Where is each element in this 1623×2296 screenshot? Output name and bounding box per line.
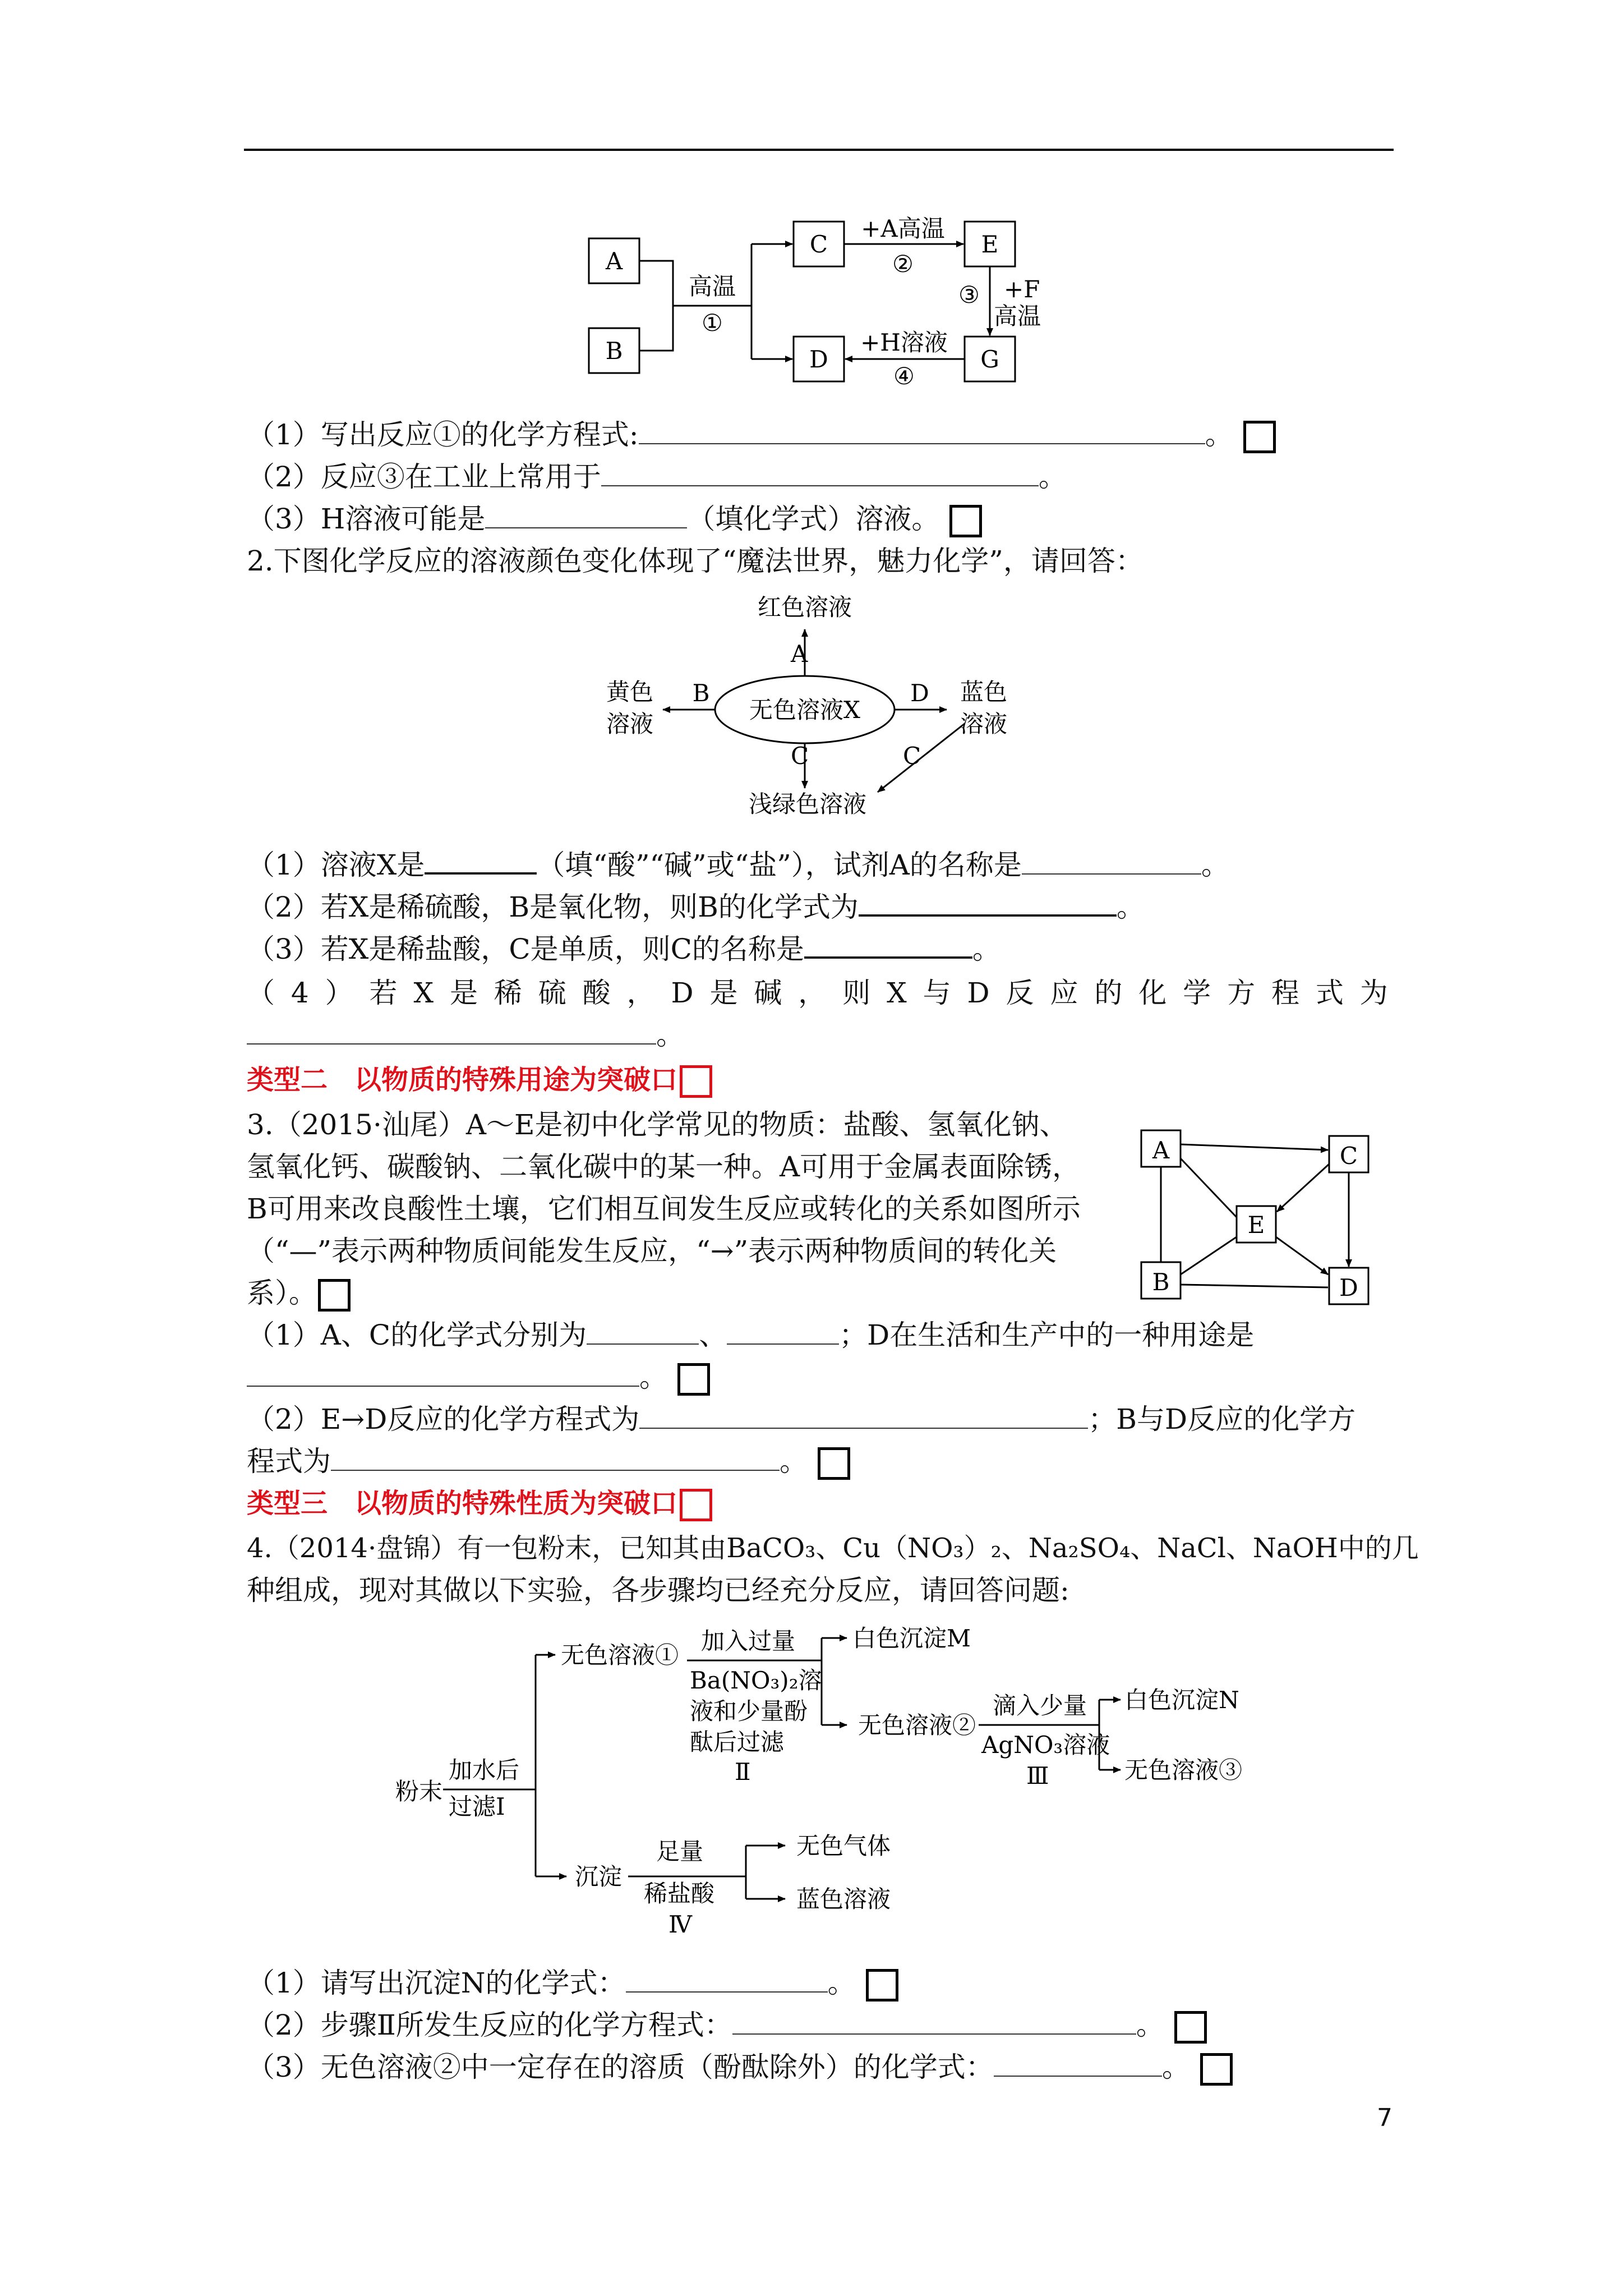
checkbox[interactable]	[1243, 421, 1276, 453]
top-label: 红色溶液	[757, 593, 852, 621]
q2-part4-char: 是	[449, 977, 478, 1009]
q2-part4-char: X	[887, 977, 907, 1009]
diagram-color-change	[0, 583, 1623, 830]
arrow-B: B	[692, 679, 710, 707]
label-pptN: 白色沉淀N	[1124, 1686, 1239, 1714]
checkbox[interactable]	[1174, 2011, 1207, 2044]
node-E-label: E	[1247, 1211, 1265, 1239]
q3-line3: B可用来改良酸性土壤，它们相互间发生反应或转化的关系如图所示	[247, 1193, 1081, 1225]
label-pptM: 白色沉淀M	[852, 1625, 971, 1652]
num-3: ③	[958, 281, 980, 309]
node-D-label: D	[1339, 1274, 1358, 1301]
cond-4: +H溶液	[860, 329, 948, 356]
q2-part2: （2）若X是稀硫酸，B是氧化物，则B的化学式为 。	[247, 886, 1145, 927]
q2-part4-char: 式	[1315, 977, 1344, 1009]
q2-part4-char: D	[967, 977, 990, 1009]
arrow-A: A	[791, 640, 808, 668]
q1-part1: （1）写出反应①的化学方程式: 。	[247, 415, 1276, 454]
answer-blank[interactable]	[626, 1963, 828, 1993]
label-sol3: 无色溶液③	[1124, 1756, 1243, 1784]
arrow-C2: C	[903, 742, 921, 770]
label-step2e: Ⅱ	[735, 1758, 751, 1786]
q3-part2-cont: 程式为 。	[247, 1442, 850, 1481]
q4-line1: 4.（2014·盘锦）有一包粉末，已知其由BaCO₃、Cu（NO₃）₂、Na₂SO₄、NaCl、NaOH中的几	[247, 1533, 1419, 1564]
right-label-1: 蓝色	[960, 678, 1008, 706]
node-C-label: C	[809, 231, 828, 258]
checkbox[interactable]	[949, 505, 982, 537]
label-step3b: AgNO₃溶液	[981, 1731, 1110, 1759]
section-heading-type3: 类型三 以物质的特殊性质为突破口	[247, 1484, 712, 1523]
label-sol1: 无色溶液①	[561, 1641, 679, 1669]
label-step2b: Ba(NO₃)₂溶	[690, 1667, 822, 1694]
q2-stem: 2.下图化学反应的溶液颜色变化体现了“魔法世界，魅力化学”，请回答：	[247, 545, 1144, 577]
q4-part1: （1）请写出沉淀N的化学式： 。	[247, 1963, 898, 2003]
q2-part4	[247, 973, 1388, 1013]
answer-blank[interactable]	[425, 844, 537, 875]
q1-part3: （3）H溶液可能是 （填化学式）溶液。	[247, 499, 982, 539]
q2-part4-char: 若	[369, 977, 398, 1009]
q2-part4-char: 与	[923, 977, 951, 1009]
label-step2a: 加入过量	[701, 1627, 796, 1655]
q1-part2: （2）反应③在工业上常用于 。	[247, 457, 1067, 496]
q2-part4-char: 的	[1094, 977, 1123, 1009]
diagram-relation-AE	[1138, 1128, 1385, 1307]
q2-part3: （3）若X是稀盐酸，C是单质，则C的名称是 。	[247, 928, 1000, 969]
answer-blank[interactable]	[859, 886, 1117, 917]
q3-line2: 氢氧化钙、碳酸钠、二氧化碳中的某一种。A可用于金属表面除锈，	[247, 1151, 1081, 1183]
label-step3a: 滴入少量	[993, 1692, 1087, 1719]
q3-part1-end: 。	[247, 1358, 710, 1397]
q2-part4-char: 是	[709, 977, 738, 1009]
q3-line5: 系）。	[247, 1273, 351, 1313]
q2-part4-char: 学	[1183, 977, 1211, 1009]
q2-part4-char: X	[413, 977, 434, 1009]
answer-blank[interactable]	[587, 1315, 699, 1345]
cond-2: +A高温	[861, 215, 945, 242]
node-A-label: A	[605, 247, 623, 275]
num-2: ②	[892, 250, 914, 278]
checkbox[interactable]	[680, 1065, 712, 1098]
answer-blank[interactable]	[639, 1400, 1088, 1429]
q2-part4-end: 。	[247, 1015, 684, 1055]
checkbox[interactable]	[318, 1279, 351, 1312]
label-powder: 粉末	[395, 1778, 443, 1805]
cond-3a: +F	[1004, 275, 1040, 303]
node-B-label: B	[605, 337, 623, 365]
q2-part1: （1）溶液X是 （填“酸”“碱”或“盐”），试剂A的名称是 。	[247, 844, 1229, 885]
q2-part4-char: 应	[1050, 977, 1078, 1009]
q2-part4-char: 程	[1271, 977, 1299, 1009]
q2-part4-char: （	[247, 977, 275, 1009]
left-label-2: 溶液	[606, 710, 653, 738]
node-E-label: E	[981, 231, 999, 258]
q3-part2: （2）E→D反应的化学方程式为 ；B与D反应的化学方	[247, 1400, 1355, 1439]
q2-part4-char: 碱	[754, 977, 782, 1009]
arrow-C: C	[791, 742, 809, 770]
node-G-label: G	[980, 346, 999, 373]
q2-part4-char: 化	[1138, 977, 1167, 1009]
answer-blank[interactable]	[994, 2047, 1162, 2077]
answer-blank[interactable]	[331, 1442, 780, 1471]
q2-part4-char: 稀	[494, 977, 522, 1009]
answer-blank[interactable]	[727, 1315, 839, 1345]
right-label-2: 溶液	[960, 710, 1008, 738]
cond-3b: 高温	[994, 302, 1041, 330]
checkbox[interactable]	[866, 1969, 898, 2001]
q2-part4-char: 方	[1227, 977, 1256, 1009]
answer-blank[interactable]	[804, 928, 972, 959]
q2-part4-char: 反	[1006, 977, 1034, 1009]
q2-part4-char: 硫	[538, 977, 566, 1009]
node-A-label: A	[1152, 1137, 1170, 1164]
left-label-1: 黄色	[606, 678, 653, 706]
label-blue: 蓝色溶液	[796, 1885, 891, 1913]
answer-blank[interactable]	[485, 499, 687, 528]
page-number: 7	[1377, 2104, 1393, 2132]
checkbox[interactable]	[1200, 2053, 1233, 2086]
label-step4b: 稀盐酸	[644, 1880, 715, 1907]
q4-part3: （3）无色溶液②中一定存在的溶质（酚酞除外）的化学式： 。	[247, 2047, 1233, 2087]
num-4: ④	[893, 362, 915, 390]
q3-line1: 3.（2015·汕尾）A～E是初中化学常见的物质：盐酸、氢氧化钠、	[247, 1108, 1068, 1141]
answer-blank[interactable]	[247, 1015, 656, 1045]
answer-blank[interactable]	[1022, 845, 1201, 875]
bottom-label: 浅绿色溶液	[748, 790, 867, 818]
q2-part4-char: ）	[325, 977, 353, 1009]
arrow-D: D	[910, 679, 929, 707]
node-D-label: D	[809, 346, 828, 373]
checkbox[interactable]	[818, 1447, 850, 1480]
label-step4a: 足量	[656, 1838, 704, 1865]
num-1: ①	[702, 309, 723, 337]
q4-part2: （2）步骤Ⅱ所发生反应的化学方程式： 。	[247, 2005, 1207, 2045]
q2-part4-char: 4	[291, 977, 309, 1009]
label-step1a: 加水后	[449, 1756, 520, 1784]
answer-blank[interactable]	[601, 457, 1039, 486]
q2-part4-char: 为	[1359, 977, 1388, 1009]
q4-line2: 种组成，现对其做以下实验，各步骤均已经充分反应，请回答问题:	[247, 1574, 1069, 1607]
diagram-reaction-flow-1	[0, 0, 1623, 404]
label-step2d: 酞后过滤	[690, 1728, 785, 1756]
q2-part4-char: D	[671, 977, 694, 1009]
label-gas: 无色气体	[796, 1832, 891, 1860]
q2-part4-char: ，	[798, 977, 827, 1009]
label-ppt: 沉淀	[575, 1863, 623, 1890]
label-step4c: Ⅳ	[668, 1911, 692, 1938]
label-step2c: 液和少量酚	[690, 1697, 808, 1725]
q2-part4-char: 则	[842, 977, 871, 1009]
node-B-label: B	[1152, 1268, 1170, 1296]
answer-blank[interactable]	[732, 2005, 1136, 2035]
diagram-experiment-flow	[0, 1621, 1623, 1969]
checkbox[interactable]	[680, 1489, 712, 1521]
section-heading-type2: 类型二 以物质的特殊用途为突破口	[247, 1060, 712, 1099]
label-step3c: Ⅲ	[1026, 1762, 1049, 1789]
q3-part1: （1）A、C的化学式分别为 、 ；D在生活和生产中的一种用途是	[247, 1315, 1388, 1355]
q3-line4: （“—”表示两种物质间能发生反应，“→”表示两种物质间的转化关	[247, 1235, 1057, 1267]
q2-part4-char: ，	[626, 977, 655, 1009]
center-label: 无色溶液X	[749, 696, 860, 724]
answer-blank[interactable]	[639, 415, 1205, 444]
cond-1: 高温	[688, 273, 736, 300]
label-step1b: 过滤Ⅰ	[449, 1793, 505, 1820]
q2-part4-char: 酸	[582, 977, 611, 1009]
node-C-label: C	[1339, 1142, 1358, 1170]
checkbox[interactable]	[677, 1363, 710, 1396]
answer-blank[interactable]	[247, 1358, 639, 1387]
label-sol2: 无色溶液②	[858, 1711, 976, 1739]
